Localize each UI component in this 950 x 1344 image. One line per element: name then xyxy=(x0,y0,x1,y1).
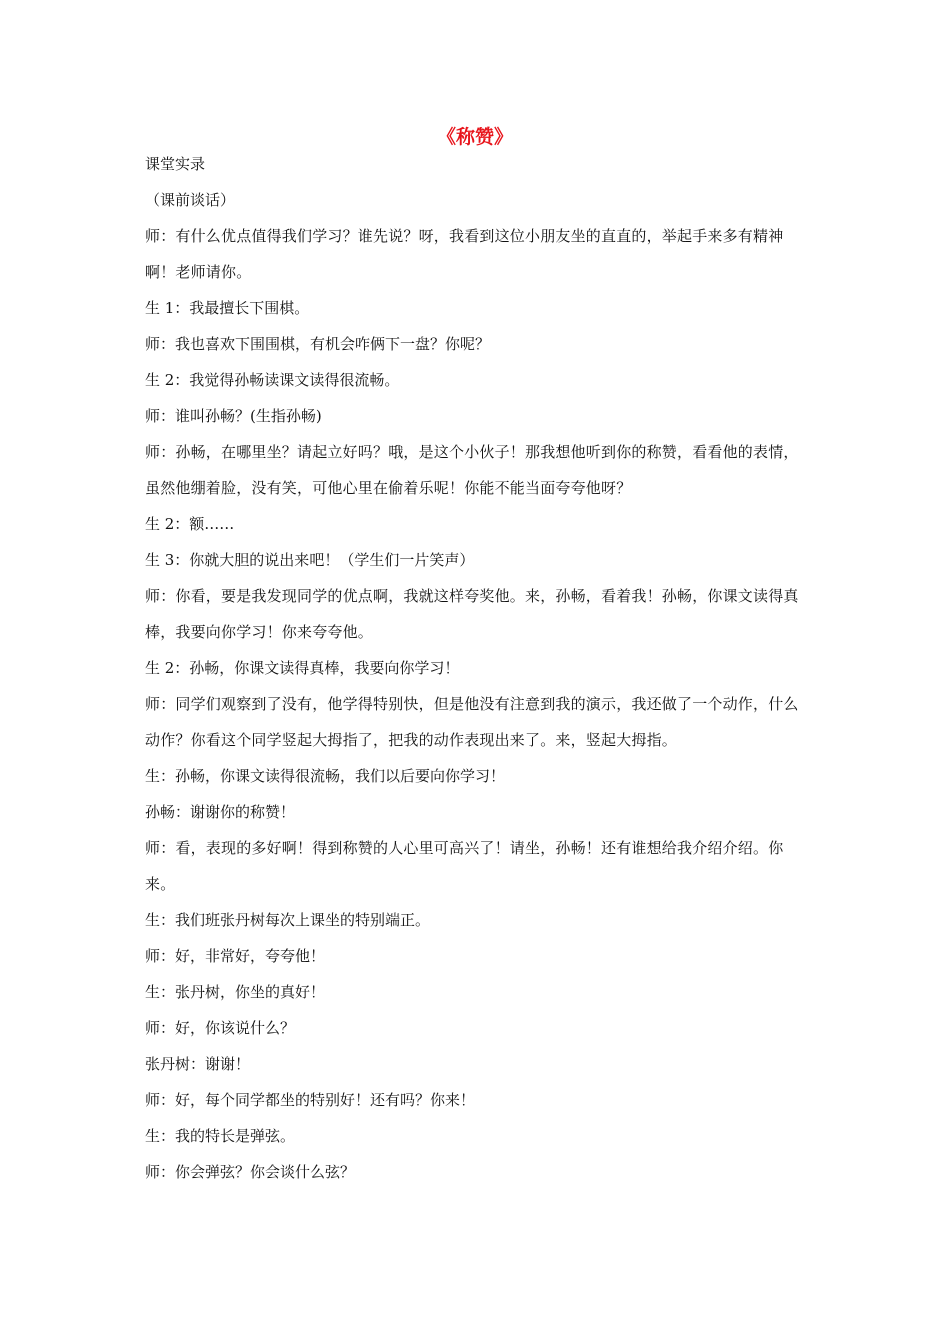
document-body xyxy=(145,146,813,1190)
dialogue-line: 师：孙畅，在哪里坐？请起立好吗？哦，是这个小伙子！那我想他听到你的称赞，看看他的表情，虽然他绷着脸，没有笑，可他心里在偷着乐呢！你能不能当面夸夸他呀？ xyxy=(145,443,799,497)
dialogue-line: 生：我的特长是弹弦。 xyxy=(145,1127,296,1145)
dialogue-line: 生 2：我觉得孙畅读课文读得很流畅。 xyxy=(145,371,400,389)
dialogue-line: 师：同学们观察到了没有，他学得特别快，但是他没有注意到我的演示，我还做了一个动作，什么动作？你看这个同学竖起大拇指了，把我的动作表现出来了。来，竖起大拇指。 xyxy=(145,695,799,749)
section-heading: 课堂实录 xyxy=(145,155,206,173)
dialogue-line: 师：你看，要是我发现同学的优点啊，我就这样夸奖他。来，孙畅，看着我！孙畅，你课文读得真棒，我要向你学习！你来夸夸他。 xyxy=(145,587,799,641)
dialogue-line: 生 2：额…… xyxy=(145,515,235,533)
dialogue-line: 生：孙畅，你课文读得很流畅，我们以后要向你学习！ xyxy=(145,767,506,785)
dialogue-line: 张丹树：谢谢！ xyxy=(145,1055,251,1073)
dialogue-line: 生 3：你就大胆的说出来吧！（学生们一片笑声） xyxy=(145,551,475,569)
dialogue-line: 生：我们班张丹树每次上课坐的特别端正。 xyxy=(145,911,431,929)
section-subheading: （课前谈话） xyxy=(145,191,236,209)
document-title: 《称赞》 xyxy=(436,126,513,148)
dialogue-line: 师：有什么优点值得我们学习？谁先说？呀，我看到这位小朋友坐的直直的，举起手来多有精神啊！老师请你。 xyxy=(145,227,784,281)
dialogue-line: 师：你会弹弦？你会谈什么弦？ xyxy=(145,1163,356,1181)
dialogue-line: 师：看，表现的多好啊！得到称赞的人心里可高兴了！请坐，孙畅！还有谁想给我介绍介绍。你来。 xyxy=(145,839,784,893)
dialogue-line: 生：张丹树，你坐的真好！ xyxy=(145,983,326,1001)
dialogue-line: 师：好，你该说什么？ xyxy=(145,1019,296,1037)
dialogue-line: 师：好，每个同学都坐的特别好！还有吗？你来！ xyxy=(145,1091,476,1109)
dialogue-line: 师：我也喜欢下围围棋，有机会咋俩下一盘？你呢？ xyxy=(145,335,491,353)
dialogue-line: 师：好，非常好，夸夸他！ xyxy=(145,947,326,965)
dialogue-line: 生 2：孙畅，你课文读得真棒，我要向你学习！ xyxy=(145,659,460,677)
dialogue-line: 师：谁叫孙畅？(生指孙畅) xyxy=(145,407,322,425)
dialogue-line: 生 1：我最擅长下围棋。 xyxy=(145,299,310,317)
dialogue-line: 孙畅：谢谢你的称赞！ xyxy=(145,803,296,821)
